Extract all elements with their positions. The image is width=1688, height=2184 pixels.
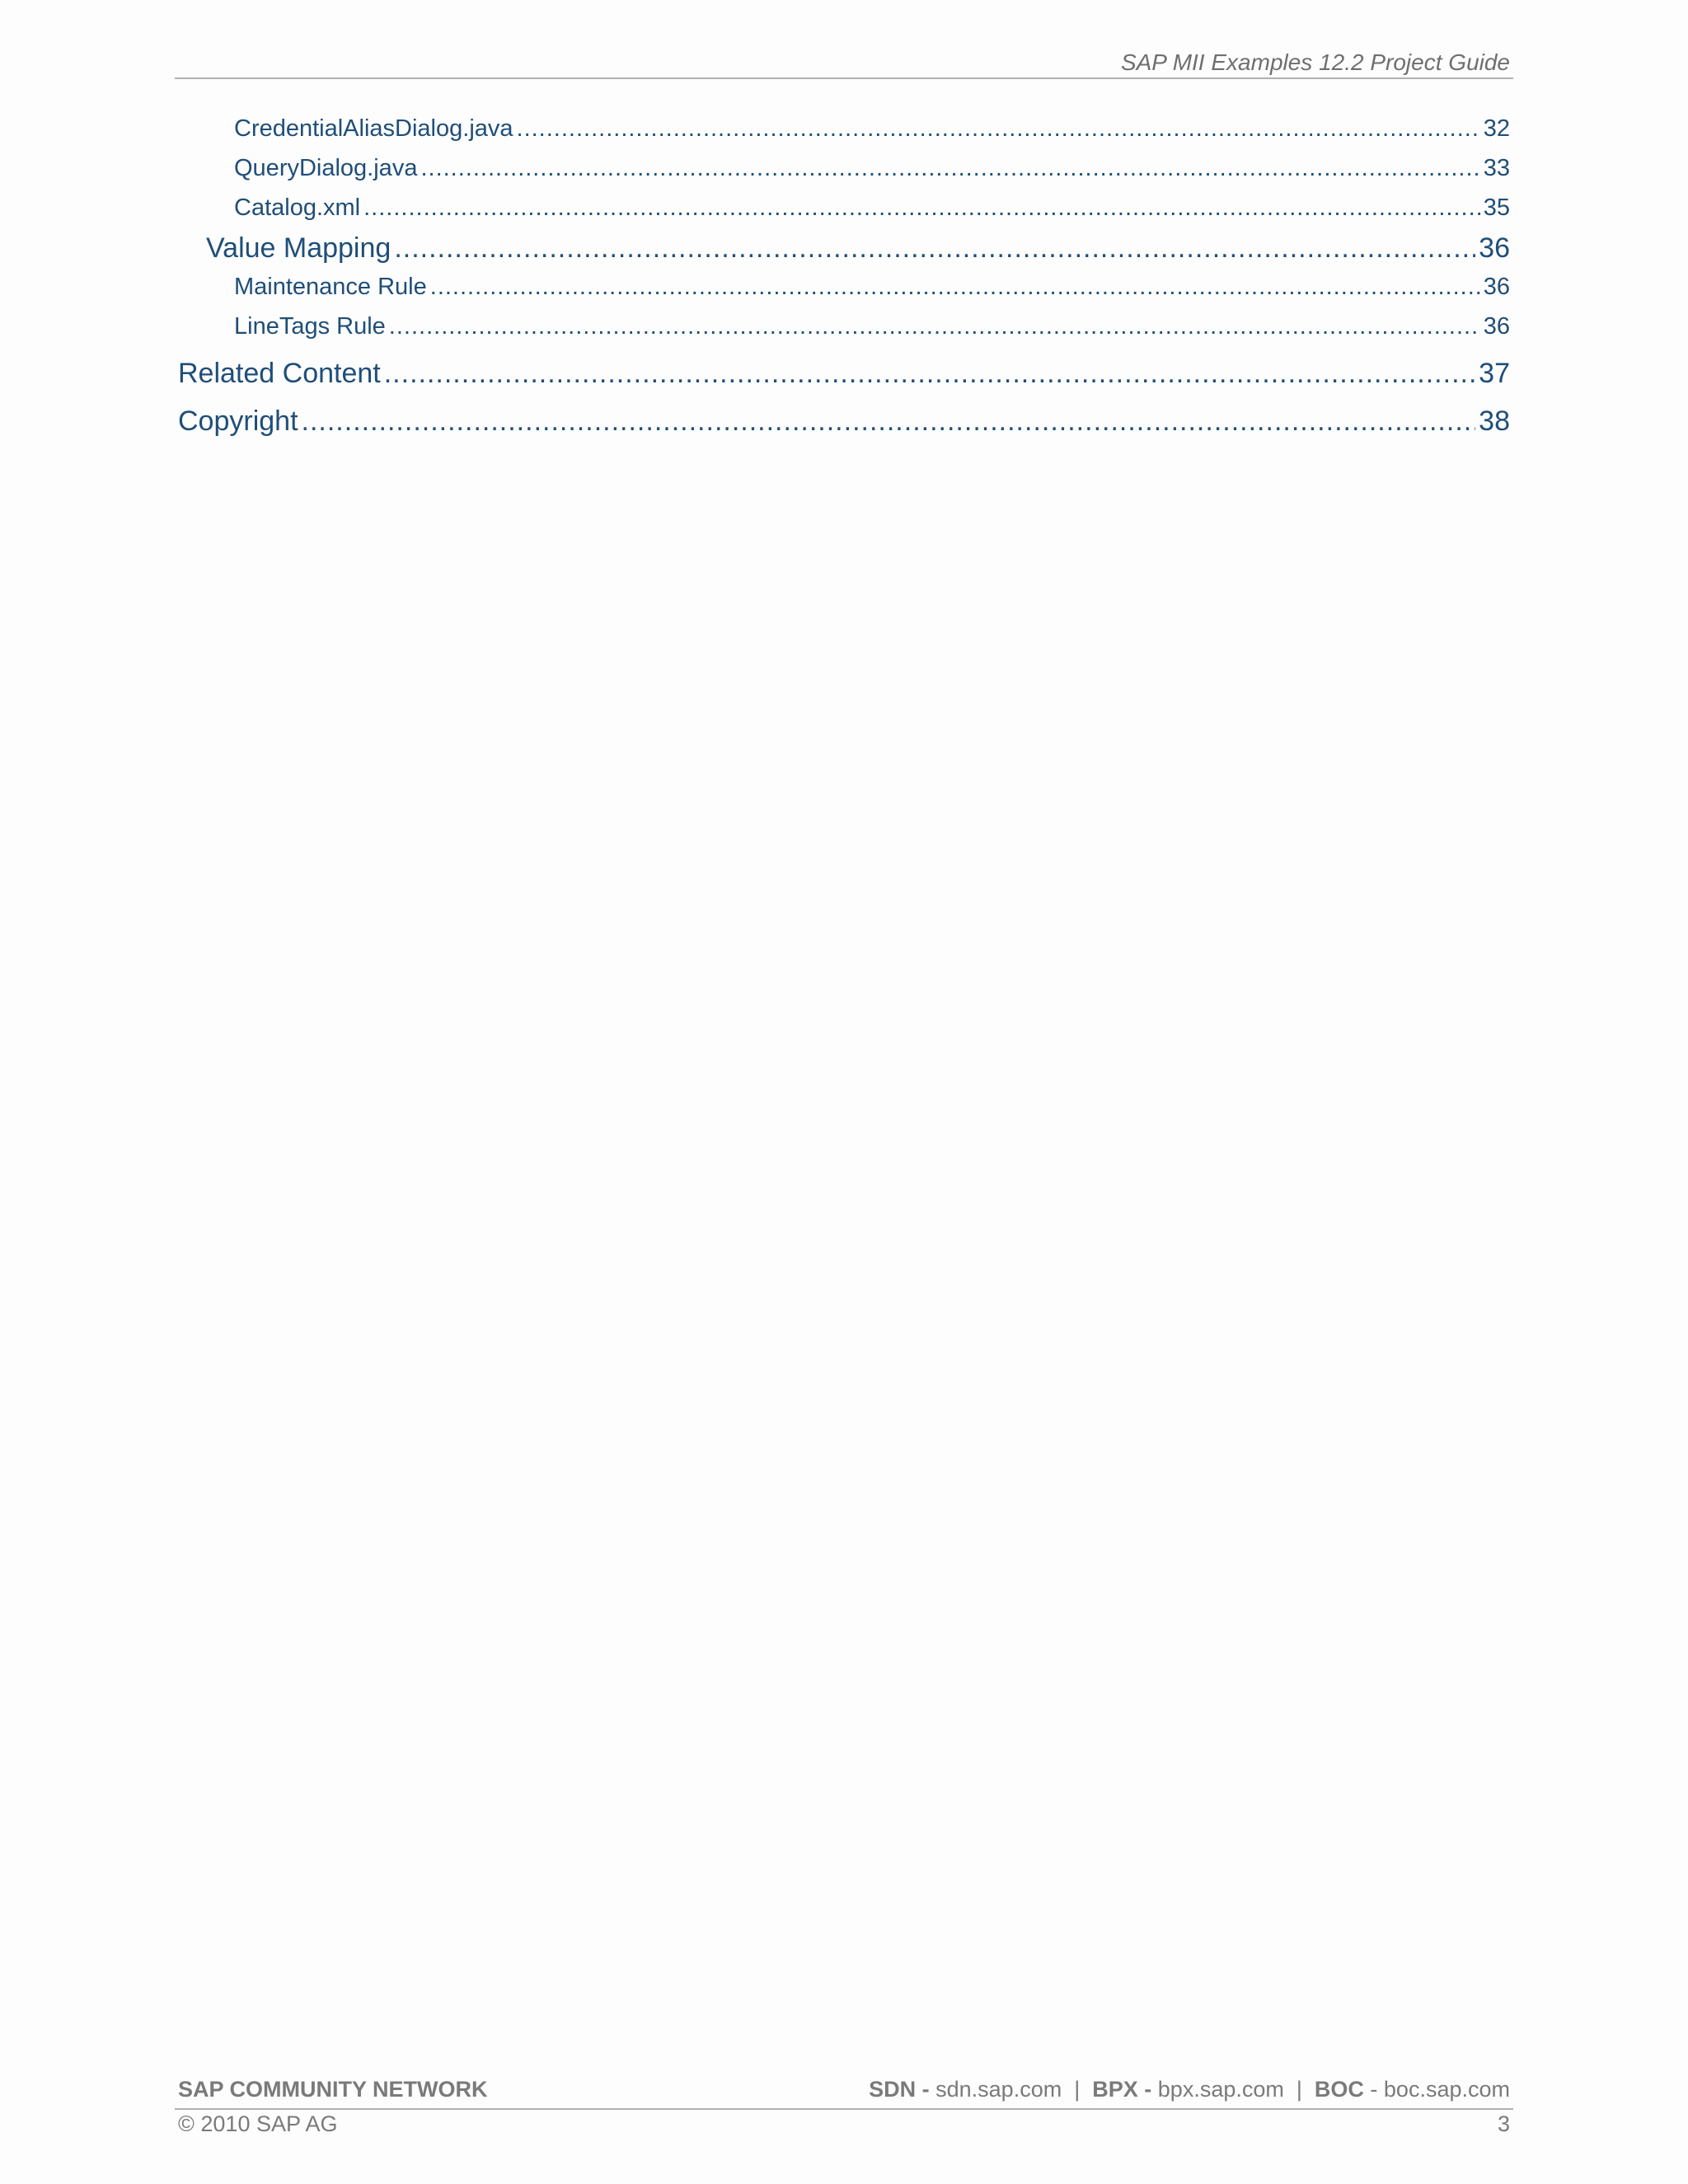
toc-leader-dots: [363, 194, 1480, 222]
toc-entry-catalog[interactable]: [234, 194, 1510, 222]
toc-leader-dots: [394, 232, 1475, 265]
footer-separator: |: [1074, 2077, 1081, 2102]
toc-entry-linetags-rule[interactable]: [234, 313, 1510, 340]
footer-bottom-row: [175, 2111, 1513, 2141]
page-header: [175, 45, 1513, 79]
toc-entry-page: 35: [1483, 194, 1510, 221]
toc-entry-copyright[interactable]: [178, 405, 1510, 438]
page-number: 3: [1497, 2111, 1510, 2136]
footer-sdn-link[interactable]: sdn.sap.com: [935, 2077, 1062, 2102]
toc-entry-label: LineTags Rule: [234, 313, 386, 340]
toc-entry-page: 38: [1479, 405, 1510, 437]
toc-entry-label: CredentialAliasDialog.java: [234, 115, 513, 142]
toc-leader-dots: [430, 274, 1480, 301]
footer-boc-label: BOC: [1314, 2077, 1364, 2102]
footer-bpx-label: BPX -: [1092, 2077, 1152, 2102]
toc-entry-maintenance-rule[interactable]: [234, 274, 1510, 301]
toc-entry-page: 36: [1479, 232, 1510, 264]
toc-leader-dots: [420, 155, 1479, 182]
toc-entry-value-mapping[interactable]: [206, 232, 1510, 265]
toc-entry-label: Catalog.xml: [234, 194, 361, 221]
toc-entry-page: 37: [1479, 358, 1510, 389]
toc-entry-page: 33: [1483, 155, 1510, 181]
toc-entry-credentialaliasdialog[interactable]: [234, 115, 1510, 143]
toc-entry-querydialog[interactable]: [234, 155, 1510, 182]
toc-entry-label: Maintenance Rule: [234, 274, 427, 300]
toc-entry-page: 36: [1483, 313, 1510, 340]
toc-entry-related-content[interactable]: [178, 358, 1510, 390]
toc-leader-dots: [517, 115, 1480, 143]
toc-entry-label: Copyright: [178, 405, 298, 437]
toc-leader-dots: [389, 313, 1480, 340]
footer-network-name: SAP COMMUNITY NETWORK: [178, 2077, 488, 2102]
toc-entry-page: 32: [1483, 115, 1510, 142]
header-title: SAP MII Examples 12.2 Project Guide: [1120, 49, 1510, 75]
toc-entry-label: Related Content: [178, 358, 381, 389]
toc-leader-dots: [384, 358, 1475, 390]
footer-separator: |: [1296, 2077, 1302, 2102]
toc-entry-label: Value Mapping: [206, 232, 392, 264]
footer-links: [869, 2077, 1510, 2102]
footer-copyright: © 2010 SAP AG: [178, 2111, 338, 2136]
footer-bpx-link[interactable]: bpx.sap.com: [1157, 2077, 1284, 2102]
toc-entry-page: 36: [1483, 274, 1510, 300]
toc-entry-label: QueryDialog.java: [234, 155, 418, 181]
page-footer: [175, 2075, 1513, 2110]
footer-sdn-label: SDN -: [869, 2077, 930, 2102]
footer-boc-link[interactable]: - boc.sap.com: [1370, 2077, 1510, 2102]
toc-leader-dots: [302, 405, 1476, 438]
